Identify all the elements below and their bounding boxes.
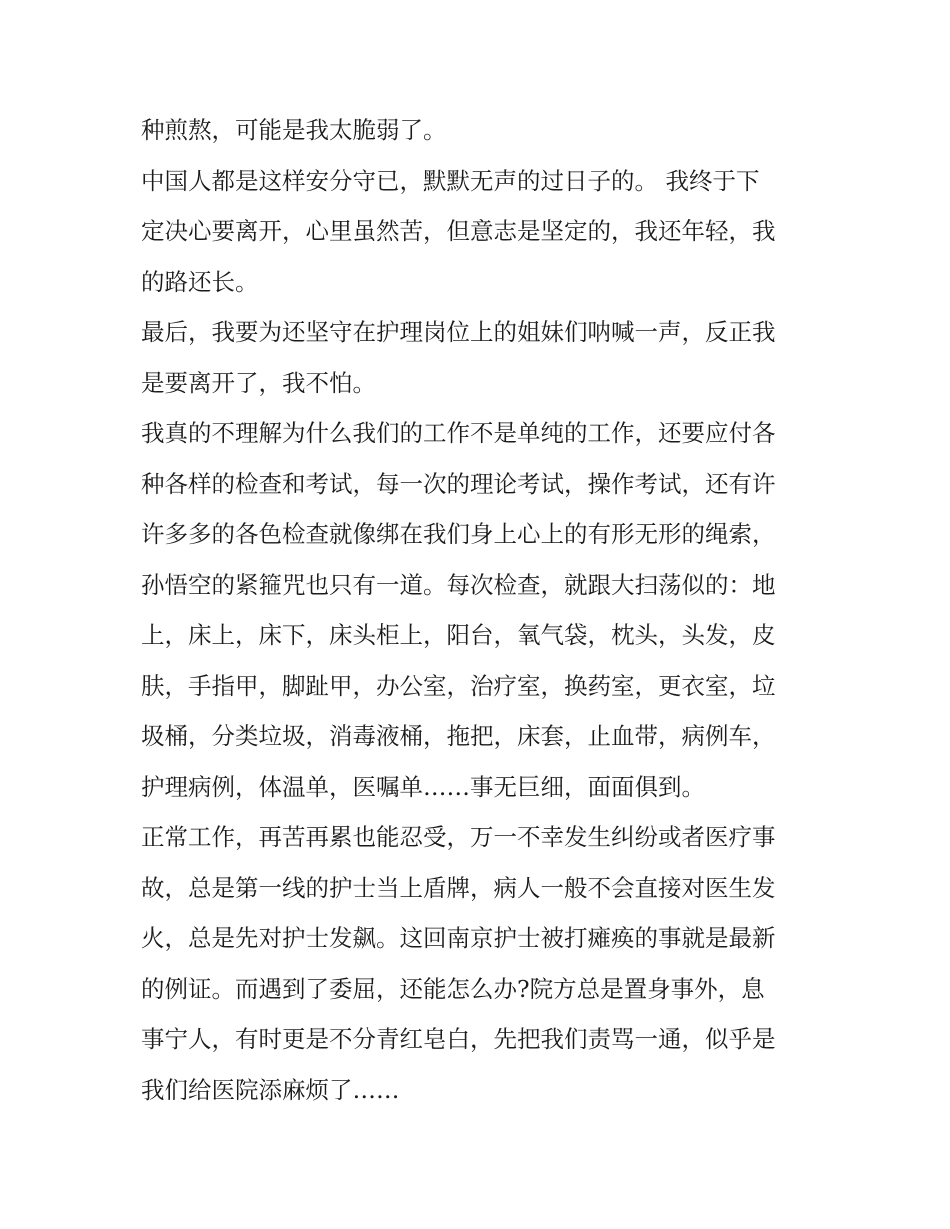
text-line: 最后，我要为还坚守在护理岗位上的姐妹们呐喊一声，反正我 [141,318,776,346]
text-line: 的路还长。 [141,267,259,296]
text-line: 中国人都是这样安分守已，默默无声的过日子的。 我终于下 [141,166,760,195]
text-line: 故，总是第一线的护士当上盾牌，病人一般不会直接对医生发 [141,873,776,902]
text-line: 火，总是先对护士发飙。这回南京护士被打瘫痪的事就是最新 [141,924,776,952]
text-line: 我真的不理解为什么我们的工作不是单纯的工作，还要应付各 [141,419,776,447]
paragraph-4 [141,408,813,812]
paragraph-3 [141,307,813,408]
text-line: 圾桶，分类垃圾，消毒液桶，拖把，床套，止血带，病例车， [141,722,776,750]
text-line: 上，床上，床下，床头柜上，阳台，氧气袋，枕头，头发，皮 [141,621,776,649]
document-body [141,105,813,1115]
paragraph-2 [141,156,813,308]
text-line: 孙悟空的紧箍咒也只有一道。每次检查，就跟大扫荡似的：地 [141,570,776,599]
text-line: 事宁人，有时更是不分青红皂白，先把我们责骂一通，似乎是 [141,1025,776,1053]
text-line: 我们给医院添麻烦了…… [141,1075,400,1104]
text-line: 种各样的检查和考试，每一次的理论考试，操作考试，还有许 [141,469,776,498]
text-line: 的例证。而遇到了委屈，还能怎么办?院方总是置身事外，息 [141,974,765,1003]
paragraph-5 [141,812,813,1115]
paragraph-1 [141,105,813,156]
text-line: 许多多的各色检查就像绑在我们身上心上的有形无形的绳索， [141,520,776,548]
text-line: 定决心要离开，心里虽然苦，但意志是坚定的，我还年轻，我 [141,217,776,245]
text-line: 种煎熬，可能是我太脆弱了。 [141,116,447,144]
text-line: 正常工作，再苦再累也能忍受，万一不幸发生纠纷或者医疗事 [141,823,776,851]
text-line: 肤，手指甲，脚趾甲，办公室，治疗室，换药室，更衣室，垃 [141,671,776,700]
text-line: 是要离开了，我不怕。 [141,368,376,397]
text-line: 护理病例，体温单，医嘱单……事无巨细，面面俱到。 [141,772,705,801]
